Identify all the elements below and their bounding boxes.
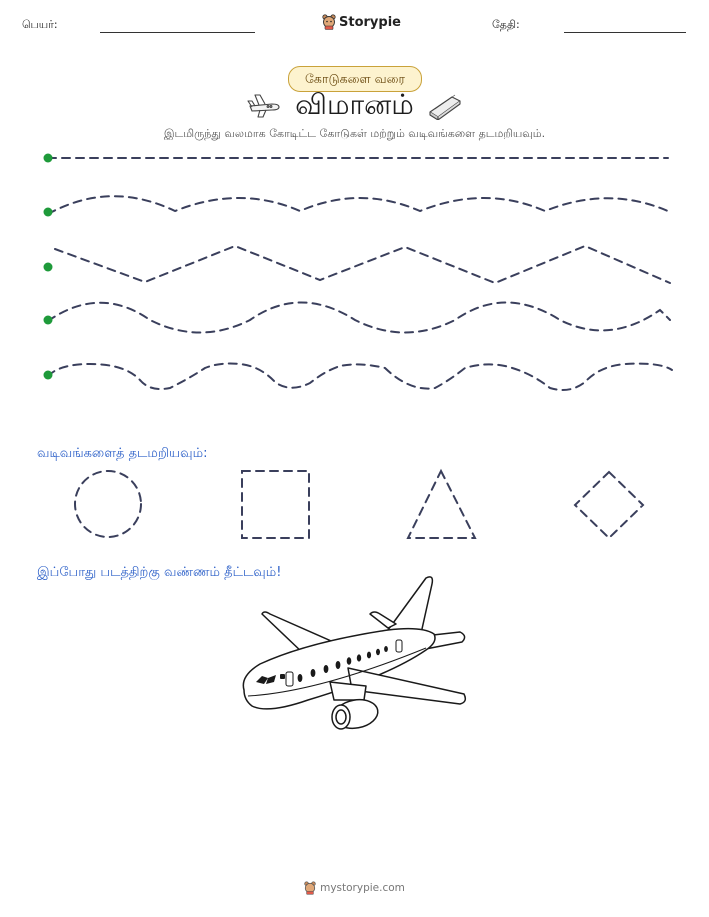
airplane-coloring-picture[interactable] — [238, 572, 470, 736]
storypie-logo — [322, 14, 401, 30]
bear-icon — [322, 14, 336, 30]
start-dot-1 — [44, 154, 53, 163]
start-dot-5 — [44, 371, 53, 380]
date-label: தேதி: — [492, 18, 520, 31]
bear-icon-small — [304, 881, 316, 895]
shapes-heading: வடிவங்களைத் தடமறியவும்: — [37, 446, 208, 461]
shapes-area — [0, 462, 709, 552]
name-label: பெயர்: — [22, 18, 58, 31]
logo-text: Storypie — [339, 14, 401, 30]
trace-line-bumps[interactable] — [48, 364, 672, 391]
footer — [0, 881, 709, 895]
trace-line-wave-2[interactable] — [48, 303, 670, 333]
page-title: விமானம் — [295, 88, 414, 121]
footer-url[interactable]: mystorypie.com — [320, 882, 405, 894]
trace-line-wave[interactable] — [48, 196, 670, 214]
coloring-heading: இப்போது படத்திற்கு வண்ணம் தீட்டவும்! — [37, 565, 282, 580]
trace-square[interactable] — [242, 471, 309, 538]
eraser-icon — [427, 92, 463, 120]
trace-circle[interactable] — [75, 471, 141, 537]
instruction-text: இடமிருந்து வலமாக கோடிட்ட கோடுகள் மற்றும் வடிவங்களை தடமறியவும். — [163, 127, 546, 140]
trace-diamond[interactable] — [575, 472, 643, 538]
name-line[interactable] — [100, 32, 255, 33]
date-line[interactable] — [564, 32, 686, 33]
start-dot-3 — [44, 263, 53, 272]
trace-triangle[interactable] — [408, 471, 475, 538]
start-dot-4 — [44, 316, 53, 325]
worksheet-badge: கோடுகளை வரை — [288, 66, 422, 92]
trace-line-zigzag[interactable] — [55, 246, 670, 283]
tracing-area — [0, 140, 709, 400]
start-dot-2 — [44, 208, 53, 217]
